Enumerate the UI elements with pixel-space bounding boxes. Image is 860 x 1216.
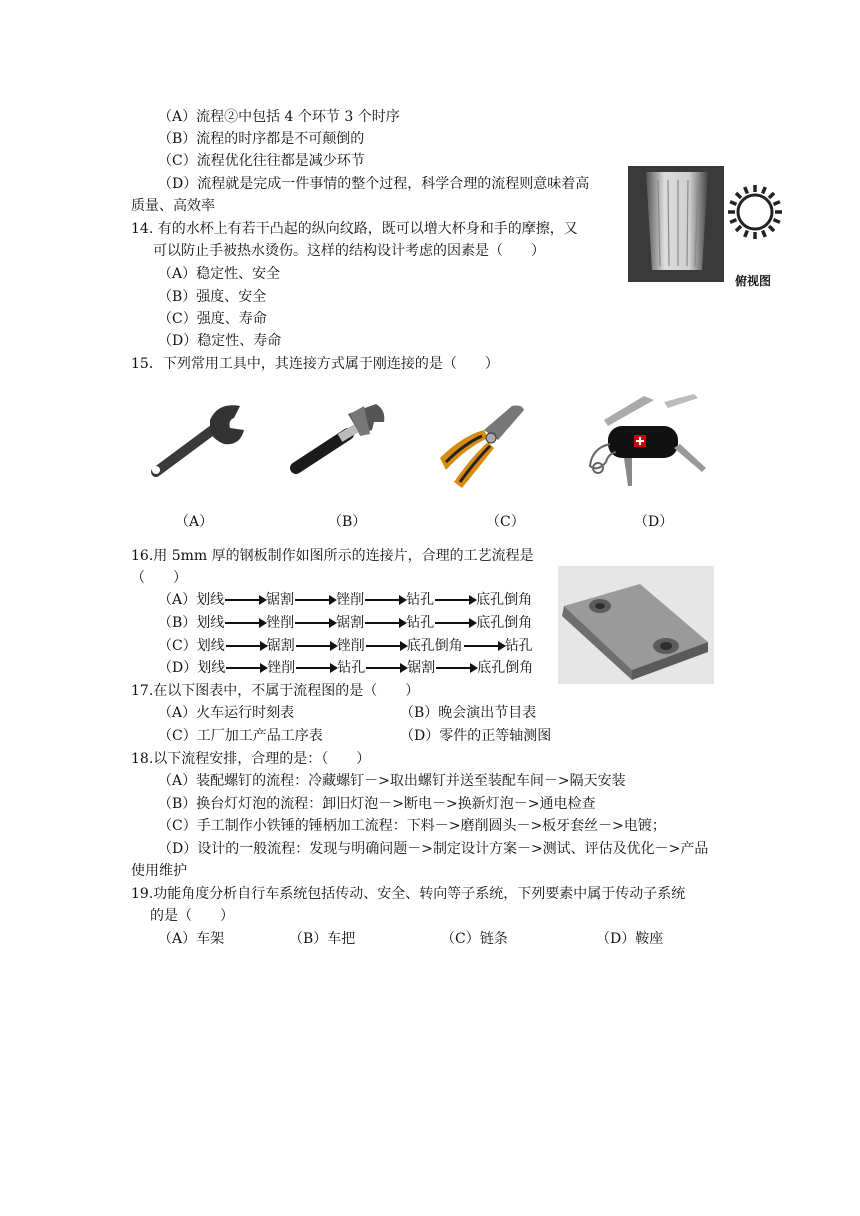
- q14-option-d: （D）稳定性、寿命: [158, 333, 282, 349]
- option-label: （A）: [158, 592, 197, 608]
- q19-stem-line2: 的是（ ）: [150, 908, 234, 924]
- pliers-image: [432, 396, 532, 492]
- right-arrow-icon: [225, 599, 265, 601]
- q17-option-d: （D）零件的正等轴测图: [400, 728, 552, 744]
- flow-step: 划线: [196, 638, 225, 654]
- right-arrow-icon: [225, 622, 265, 624]
- flow-step: 锉削: [267, 660, 296, 676]
- q13-option-d-line2: 质量、高效率: [131, 198, 215, 214]
- flow-step: 钻孔: [406, 615, 435, 631]
- flow-step: 锯割: [266, 638, 295, 654]
- flow-step: 钻孔: [337, 660, 366, 676]
- right-arrow-icon: [435, 622, 475, 624]
- flow-step: 锯割: [266, 592, 295, 608]
- q14-option-c: （C）强度、寿命: [158, 311, 267, 327]
- q16-option-b: [158, 613, 532, 633]
- flow-step: 划线: [196, 592, 225, 608]
- q13-option-b: （B）流程的时序都是不可颠倒的: [158, 131, 365, 147]
- right-arrow-icon: [295, 622, 335, 624]
- q15-stem: 15．下列常用工具中，其连接方式属于刚连接的是（ ）: [131, 356, 499, 372]
- flow-step: 锉削: [336, 638, 365, 654]
- flow-step: 底孔倒角: [406, 638, 463, 654]
- q13-option-c: （C）流程优化往往都是减少环节: [158, 153, 365, 169]
- flow-step: 锉削: [266, 615, 295, 631]
- hammer-image: [290, 400, 390, 480]
- q18-option-d-line1: （D）设计的一般流程：发现与明确问题－>制定设计方案－>测试、评估及优化－>产品: [158, 841, 709, 857]
- steel-plate-image: [558, 566, 714, 684]
- q15-label-d: （D）: [634, 514, 674, 530]
- right-arrow-icon: [296, 645, 336, 647]
- right-arrow-icon: [226, 667, 266, 669]
- cup-figure: [628, 166, 788, 286]
- q18-option-a: （A）装配螺钉的流程：冷藏螺钉－>取出螺钉并送至装配车间－>隔天安装: [158, 773, 626, 789]
- q14-option-a: （A）稳定性、安全: [158, 266, 281, 282]
- q19-stem-line1: 19.功能角度分析自行车系统包括传动、安全、转向等子系统，下列要素中属于传动子系统: [131, 886, 686, 902]
- q14-stem-line1: 14. 有的水杯上有若干凸起的纵向纹路，既可以增大杯身和手的摩擦，又: [131, 221, 578, 237]
- right-arrow-icon: [365, 622, 405, 624]
- q15-label-b: （B）: [328, 514, 367, 530]
- right-arrow-icon: [366, 645, 406, 647]
- flow-step: 底孔倒角: [476, 592, 533, 608]
- option-label: （B）: [158, 615, 197, 631]
- flow-step: 底孔倒角: [476, 615, 533, 631]
- q13-option-d-line1: （D）流程就是完成一件事情的整个过程，科学合理的流程则意味着高: [158, 176, 590, 192]
- right-arrow-icon: [435, 599, 475, 601]
- q16-option-d: [158, 658, 533, 678]
- q19-option-d: （D）鞍座: [596, 931, 664, 947]
- swiss-knife-image: [584, 392, 714, 492]
- q17-stem: 17.在以下图表中，不属于流程图的是（ ）: [131, 683, 420, 699]
- q19-option-c: （C）链条: [441, 931, 508, 947]
- q17-option-a: （A）火车运行时刻表: [158, 705, 295, 721]
- right-arrow-icon: [365, 599, 405, 601]
- flow-step: 划线: [196, 615, 225, 631]
- q19-option-a: （A）车架: [158, 931, 225, 947]
- flow-step: 底孔倒角: [477, 660, 534, 676]
- q16-option-a: [158, 590, 532, 610]
- flow-step: 钻孔: [406, 592, 435, 608]
- flow-step: 锯割: [407, 660, 436, 676]
- right-arrow-icon: [226, 645, 266, 647]
- option-label: （D）: [158, 660, 198, 676]
- top-view-caption: 俯视图: [735, 274, 772, 288]
- q17-option-b: （B）晚会演出节目表: [400, 705, 537, 721]
- q16-option-c: [158, 636, 533, 656]
- q18-option-b: （B）换台灯灯泡的流程：卸旧灯泡－>断电－>换新灯泡－>通电检查: [158, 796, 596, 812]
- q17-option-c: （C）工厂加工产品工序表: [158, 728, 323, 744]
- right-arrow-icon: [436, 667, 476, 669]
- q14-stem-line2: 可以防止手被热水烫伤。这样的结构设计考虑的因素是（ ）: [153, 243, 545, 259]
- q18-option-d-line2: 使用维护: [131, 863, 187, 879]
- q18-option-c: （C）手工制作小铁锤的锤柄加工流程：下料－>磨削圆头－>板牙套丝－>电镀；: [158, 818, 666, 834]
- right-arrow-icon: [366, 667, 406, 669]
- q19-option-b: （B）车把: [289, 931, 356, 947]
- q16-stem-line1: 16.用 5mm 厚的钢板制作如图所示的连接片，合理的工艺流程是: [131, 548, 534, 564]
- q14-option-b: （B）强度、安全: [158, 289, 267, 305]
- option-label: （C）: [158, 638, 197, 654]
- q18-stem: 18.以下流程安排，合理的是：（ ）: [131, 751, 371, 767]
- right-arrow-icon: [296, 667, 336, 669]
- q13-option-a: （A）流程②中包括 4 个环节 3 个时序: [158, 109, 400, 125]
- q16-stem-line2: （ ）: [131, 570, 187, 586]
- flow-step: 划线: [197, 660, 226, 676]
- right-arrow-icon: [464, 645, 504, 647]
- flow-step: 锉削: [336, 592, 365, 608]
- q15-label-a: （A）: [175, 514, 214, 530]
- q15-label-c: （C）: [486, 514, 525, 530]
- flow-step: 锯割: [336, 615, 365, 631]
- flow-step: 钻孔: [504, 638, 533, 654]
- wrench-image: [148, 400, 254, 480]
- right-arrow-icon: [295, 599, 335, 601]
